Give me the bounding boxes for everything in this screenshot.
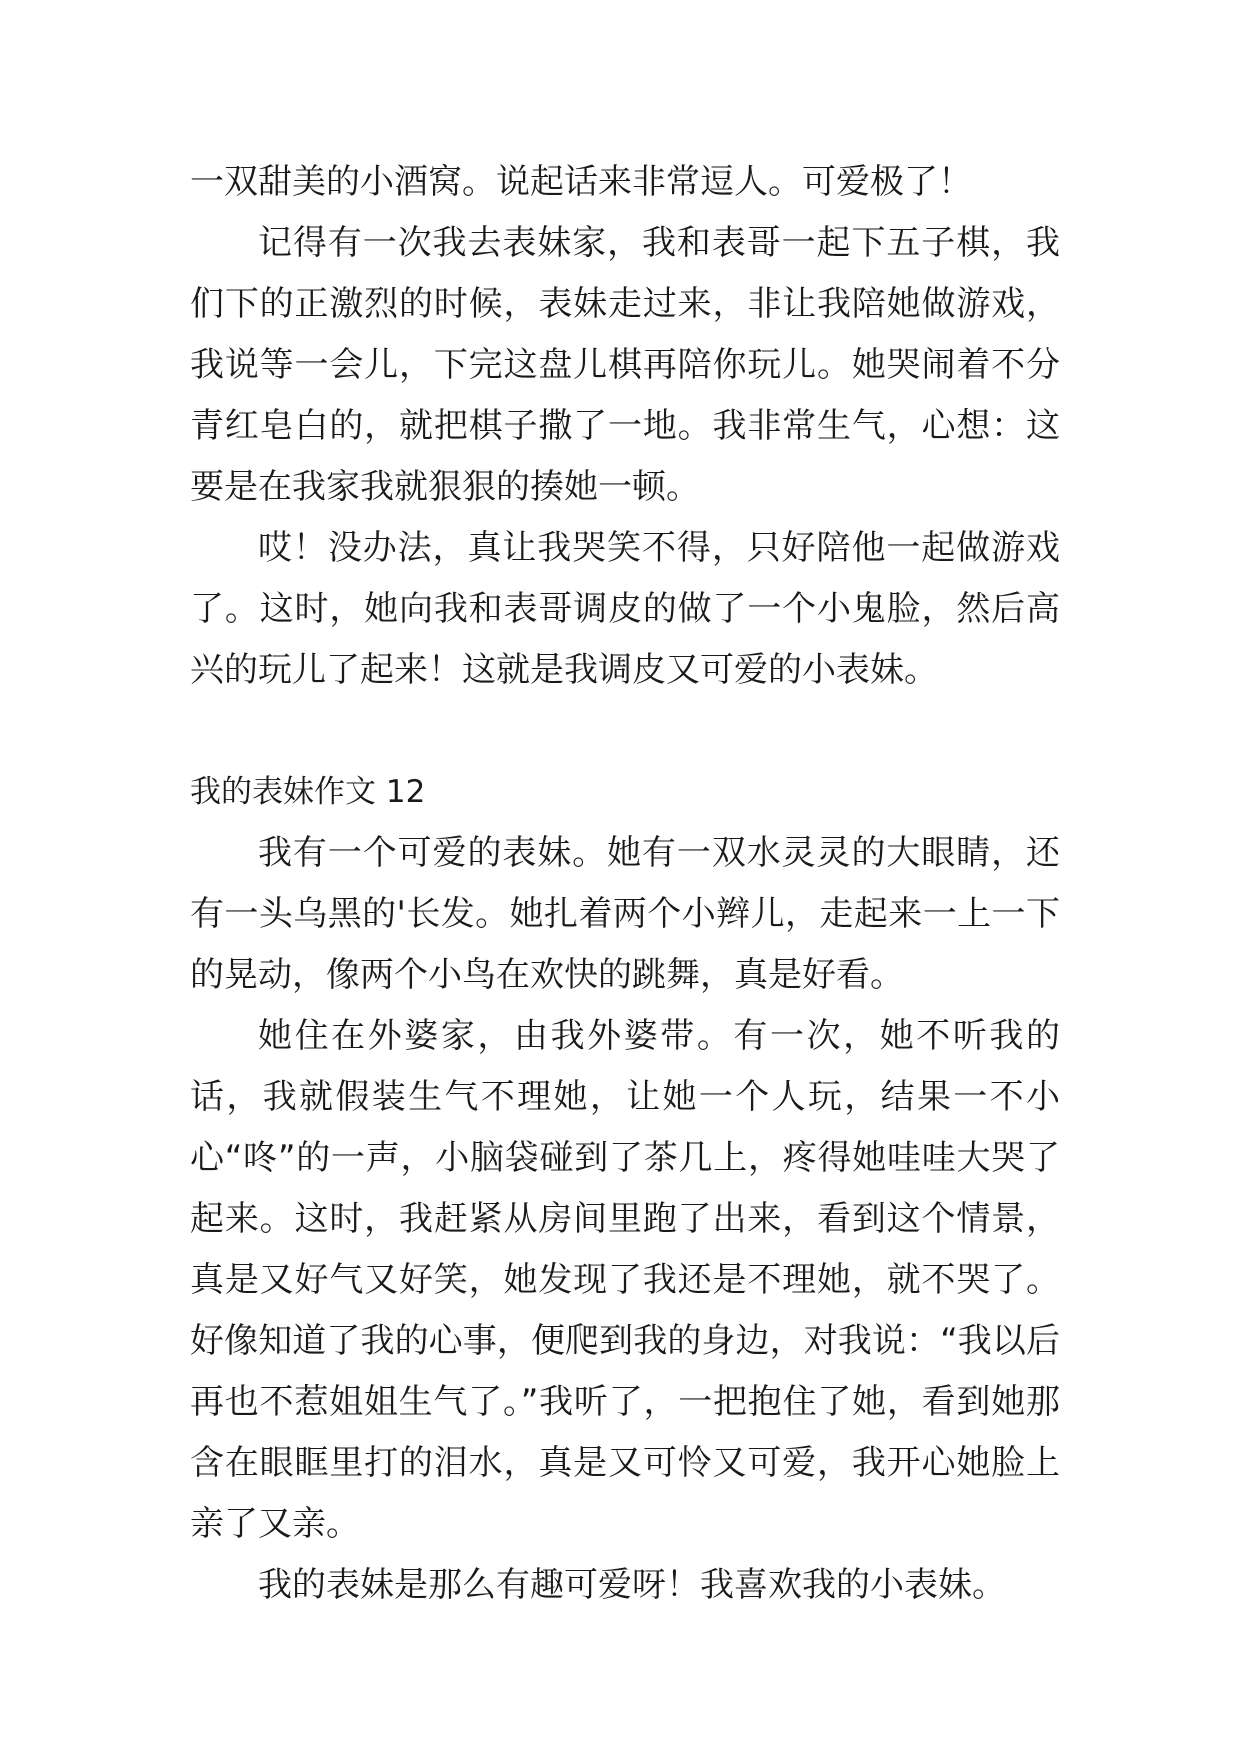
paragraph-6: 我的表妹是那么有趣可爱呀！我喜欢我的小表妹。 bbox=[258, 1565, 1006, 1605]
paragraph-1: 一双甜美的小酒窝。说起话来非常逗人。可爱极了！ bbox=[190, 162, 972, 202]
section-gap bbox=[190, 701, 1060, 762]
paragraph-2: 记得有一次我去表妹家，我和表哥一起下五子棋，我们下的正激烈的时候，表妹走过来，非让我陪她做游戏，我说等一会儿，下完这盘儿棋再陪你玩儿。她哭闹着不分青红皂白的，就把棋子撒了一地。我非常生气，心想：这要是在我家我就狠狠的揍她一顿。 bbox=[190, 223, 1060, 507]
section-title: 我的表妹作文 12 bbox=[190, 774, 426, 810]
document-body bbox=[190, 152, 1060, 1616]
paragraph-3: 哎！没办法，真让我哭笑不得，只好陪他一起做游戏了。这时，她向我和表哥调皮的做了一个小鬼脸，然后高兴的玩儿了起来！这就是我调皮又可爱的小表妹。 bbox=[190, 528, 1060, 690]
paragraph-5: 她住在外婆家，由我外婆带。有一次，她不听我的话，我就假装生气不理她，让她一个人玩，结果一不小心“咚”的一声，小脑袋碰到了茶几上，疼得她哇哇大哭了起来。这时，我赶紧从房间里跑了出来，看到这个情景，真是又好气又好笑，她发现了我还是不理她，就不哭了。好像知道了我的心事，便爬到我的身边，对我说：“我以后再也不惹姐姐生气了。”我听了，一把抱住了她，看到她那含在眼眶里打的泪水，真是又可怜又可爱，我开心她脸上亲了又亲。 bbox=[190, 1016, 1060, 1544]
paragraph-4: 我有一个可爱的表妹。她有一双水灵灵的大眼睛，还有一头乌黑的'长发。她扎着两个小辫儿，走起来一上一下的晃动，像两个小鸟在欢快的跳舞，真是好看。 bbox=[190, 833, 1060, 995]
